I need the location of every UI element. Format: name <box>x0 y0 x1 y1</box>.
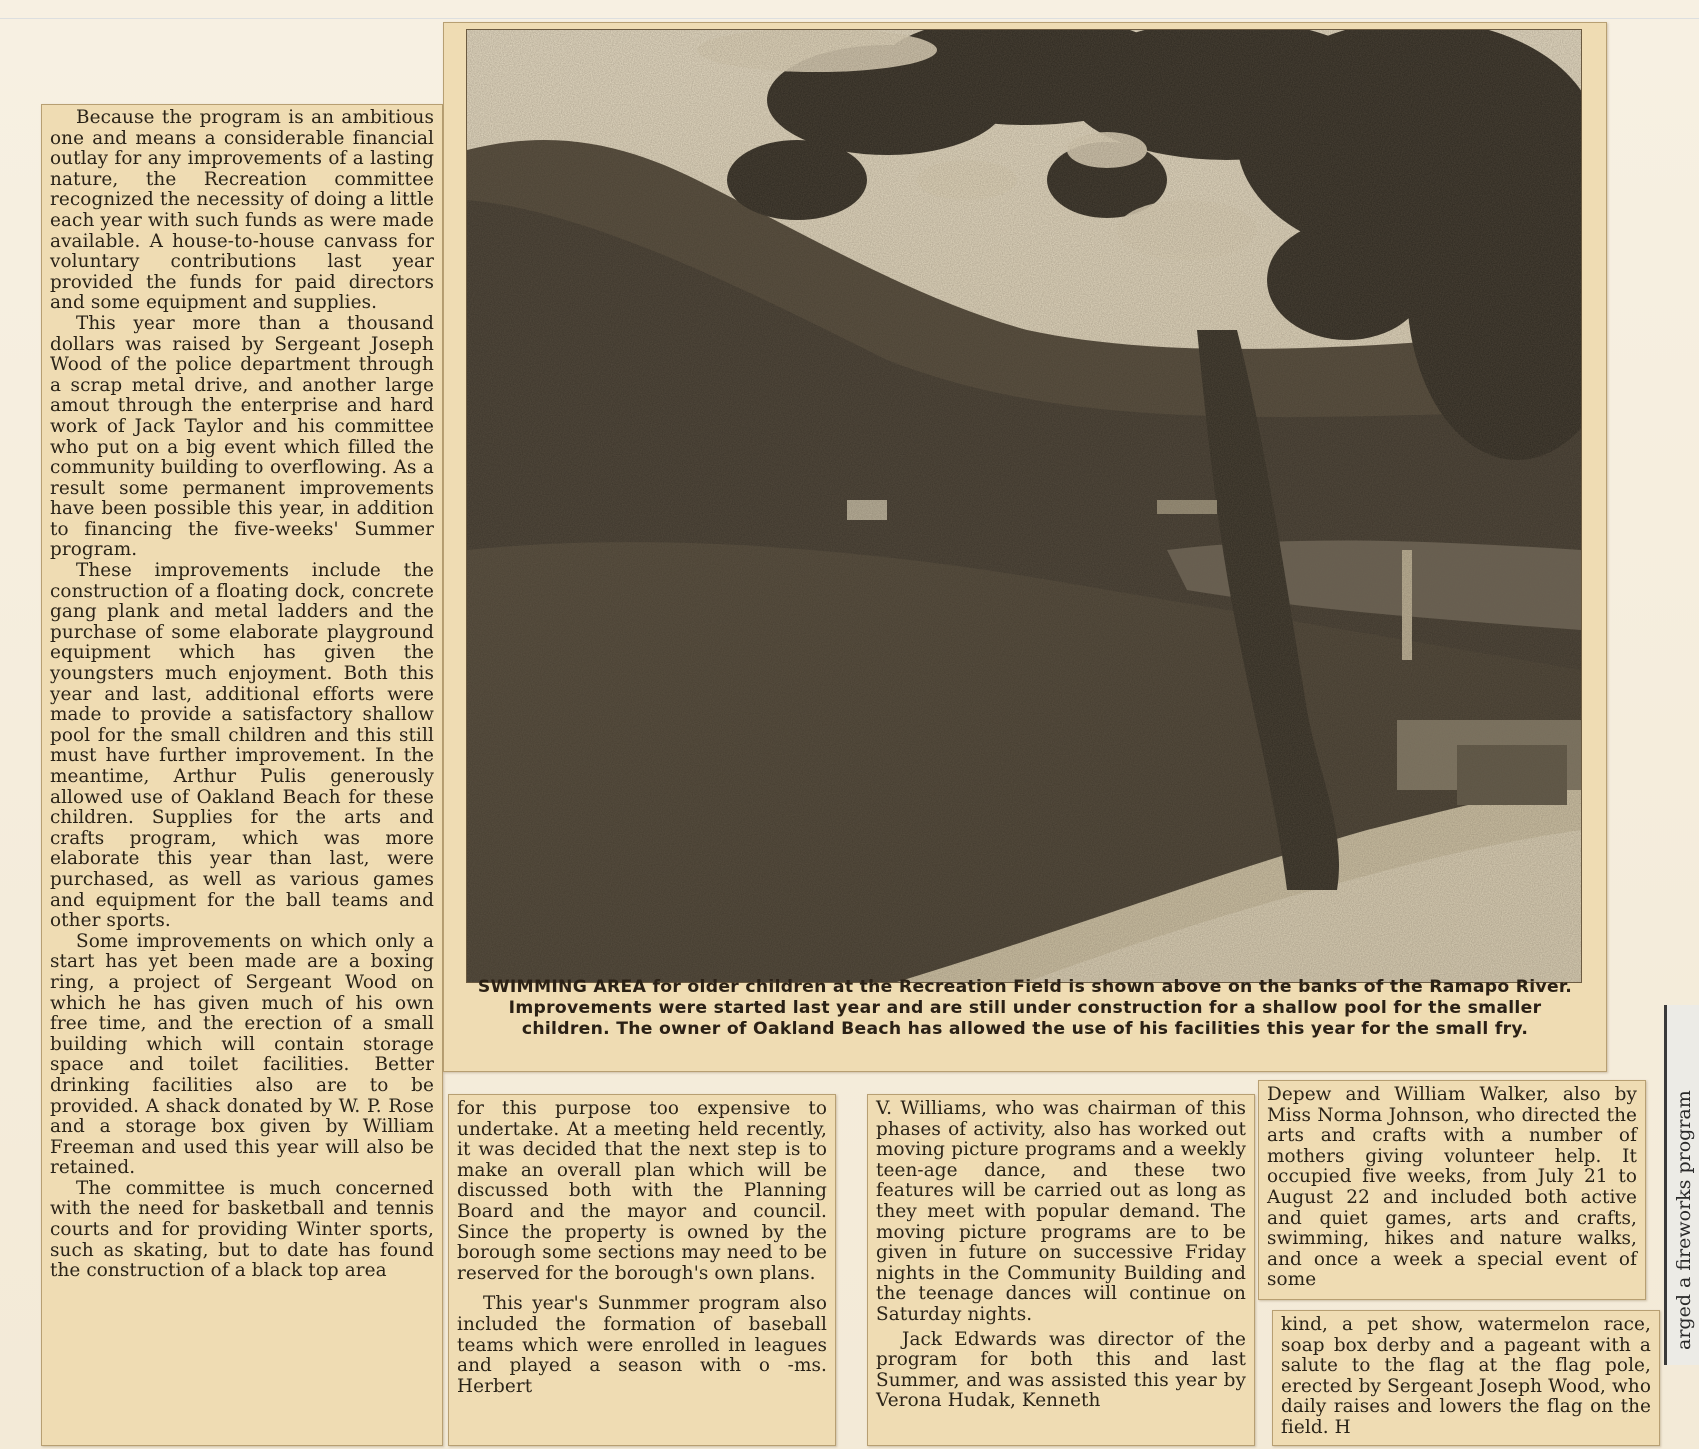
photo-image <box>467 30 1581 982</box>
article-column-4-upper <box>1258 1080 1646 1300</box>
col1-paragraph-5: The committee is much concerned with the need for basketball and tennis courts and for providing Winter sports, such as skating, but to date has found the construction of a black top area <box>50 1177 434 1282</box>
photo-caption <box>462 977 1588 1040</box>
caption-body: for older children at the Recreation Field is shown above on the banks of the Ramapo River. Improvements were started last year and are still under construction for a shallow pool for the smaller children. The owner of Oakland Beach has allowed the use of his facilities this year for the small fry. <box>508 977 1573 1039</box>
article-column-2 <box>448 1094 836 1446</box>
photo-clipping <box>443 22 1607 1072</box>
article-column-1 <box>41 104 443 1446</box>
swimming-area-photo <box>466 29 1582 983</box>
adjacent-clipping-edge <box>1664 1005 1699 1365</box>
page-rule-line <box>0 18 1699 19</box>
col2-paragraph-1: for this purpose too expensive to undertake. At a meeting held recently, it was decided that the next step is to make an overall plan which will be discussed both with the Planning Board and the mayor and council. Since the property is owned by the borough some sections may need to be reserved for the borough's own plans. <box>457 1098 827 1284</box>
caption-lead: SWIMMING AREA <box>477 977 647 997</box>
col3-paragraph-2: Jack Edwards was director of the program for both this and last Summer, and was assisted this year by Verona Hudak, Kenneth <box>876 1328 1246 1412</box>
col1-paragraph-2: This year more than a thousand dollars was raised by Sergeant Joseph Wood of the police department through a scrap metal drive, and another large amout through the enterprise and hard work of Jack Taylor and his committee who put on a big event which filled the community building to overflowing. As a result some permanent improvements have been possible this year, in addition to financing the five-weeks' Summer program. <box>50 312 434 561</box>
col2-paragraph-2: This year's Sunmmer program also included the formation of baseball teams which were enrolled in leagues and played a season with o -ms. Herbert <box>457 1293 827 1397</box>
col1-paragraph-1: Because the program is an ambitious one and means a considerable financial outlay for any improvements of a lasting nature, the Recreation committee recognized the necessity of doing a little each year with such funds as were made available. A house-to-house canvass for voluntary contributions last year provided the funds for paid directors and some equipment and supplies. <box>50 107 434 314</box>
col4-paragraph-1: Depew and William Walker, also by Miss Norma Johnson, who directed the arts and crafts with a number of mothers giving volunteer help. It occupied five weeks, from July 21 to August 22 and included both active and quiet games, arts and crafts, swimming, hikes and nature walks, and once a week a special event of some <box>1267 1084 1637 1291</box>
adjacent-clipping-text: arged a fireworks program <box>1673 1090 1695 1350</box>
article-column-4-lower <box>1272 1310 1660 1446</box>
col3-paragraph-1: V. Williams, who was chairman of this phases of activity, also has worked out moving picture programs and a weekly teen-age dance, and these two features will be carried out as long as they meet with popular demand. The moving picture programs are to be given in future on successive Friday nights in the Community Building and the teenage dances will continue on Saturday nights. <box>876 1098 1246 1325</box>
article-column-3 <box>867 1094 1255 1446</box>
col4-paragraph-2: kind, a pet show, watermelon race, soap box derby and a pageant with a salute to the flag at the flag pole, erected by Sergeant Joseph Wood, who daily raises and lowers the flag on the field. H <box>1281 1314 1651 1438</box>
col1-paragraph-4: Some improvements on which only a start has yet been made are a boxing ring, a project of Sergeant Wood on which he has given much of his own free time, and the erection of a small building which will contain storage space and toilet facilities. Better drinking facilities also are to be provided. A shack donated by W. P. Rose and a storage box given by William Freeman and used this year will also be retained. <box>50 930 434 1179</box>
col1-paragraph-3: These improvements include the construction of a floating dock, concrete gang plank and metal ladders and the purchase of some elaborate playground equipment which has given the youngsters much enjoyment. Both this year and last, additional efforts were made to provide a satisfactory shallow pool for the small children and this still must have further improvement. In the meantime, Arthur Pulis generously allowed use of Oakland Beach for these children. Supplies for the arts and crafts program, which was more elaborate this year than last, were purchased, as well as various games and equipment for the ball teams and other sports. <box>50 560 434 932</box>
